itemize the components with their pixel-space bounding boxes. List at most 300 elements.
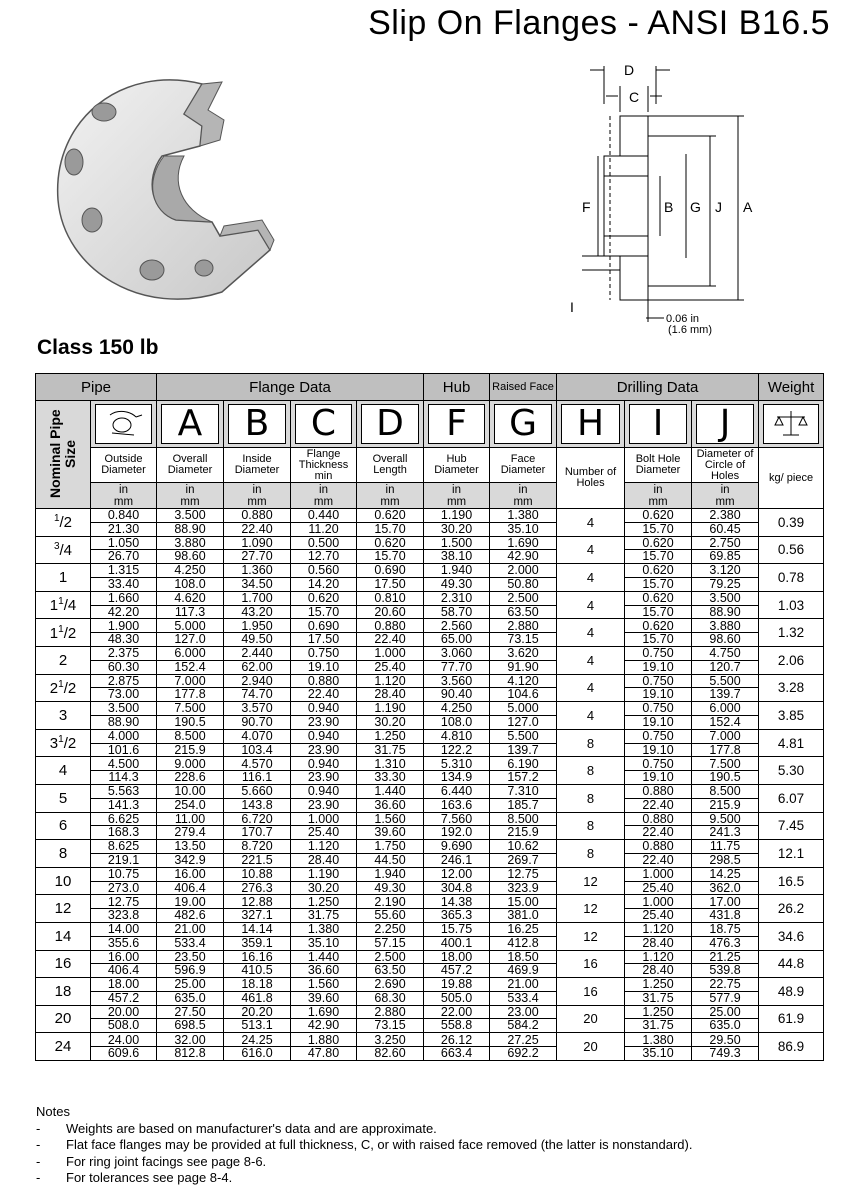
- cell-j: [692, 840, 759, 868]
- value-mm: 19.10: [291, 660, 356, 674]
- unit-mm: mm: [180, 495, 200, 508]
- value-mm: 19.10: [625, 770, 691, 784]
- value-in: 1.880: [307, 1032, 340, 1047]
- value-in: 0.750: [642, 674, 674, 688]
- cell-f: [424, 922, 490, 950]
- cell-d: [357, 1005, 424, 1033]
- value-mm: 26.70: [91, 549, 156, 563]
- value-in: 3.250: [374, 1032, 406, 1047]
- cell-nps: $^1$/2: [36, 509, 91, 537]
- cell-h: 4: [557, 702, 625, 730]
- value-in: 15.00: [507, 894, 539, 909]
- cell-j: [692, 922, 759, 950]
- cell-od: [91, 509, 157, 537]
- value-in: 3.500: [174, 508, 206, 523]
- group-header-pipe: Pipe: [36, 374, 157, 401]
- value-mm: 91.90: [490, 660, 556, 674]
- cell-d: [357, 757, 424, 785]
- value-mm: 139.7: [490, 743, 556, 757]
- value-in: 2.690: [374, 977, 406, 992]
- value-mm: 42.90: [490, 549, 556, 563]
- value-mm: 60.45: [692, 522, 758, 536]
- cell-f: [424, 1005, 490, 1033]
- cell-od: [91, 536, 157, 564]
- col-c-letter: C: [295, 404, 352, 444]
- value-mm: 31.75: [625, 991, 691, 1005]
- cell-od: [91, 867, 157, 895]
- value-mm: 127.0: [490, 715, 556, 729]
- value-mm: 323.9: [490, 881, 556, 895]
- cell-w: 44.8: [759, 950, 824, 978]
- cell-c: [291, 840, 357, 868]
- cell-i: [625, 619, 692, 647]
- value-in: 4.750: [709, 646, 741, 661]
- cell-j: [692, 564, 759, 592]
- desc-i: Bolt Hole Diameter: [625, 448, 692, 483]
- value-in: 2.880: [507, 618, 539, 633]
- value-in: 0.880: [642, 784, 674, 799]
- cell-d: [357, 840, 424, 868]
- value-mm: 15.70: [625, 632, 691, 646]
- cell-c: [291, 591, 357, 619]
- value-in: 0.940: [307, 784, 340, 799]
- cell-c: [291, 922, 357, 950]
- desc-weight: kg/ piece: [759, 448, 824, 509]
- value-in: 1.500: [440, 536, 473, 550]
- group-header-raised-face: Raised Face: [490, 374, 557, 401]
- value-mm: 355.6: [91, 936, 156, 950]
- value-in: 3.500: [709, 591, 741, 606]
- unit-mm: mm: [715, 495, 735, 508]
- cell-w: 16.5: [759, 867, 824, 895]
- value-mm: 215.9: [157, 743, 223, 757]
- value-mm: 49.50: [224, 632, 290, 646]
- value-mm: 25.40: [291, 825, 356, 839]
- value-in: 1.120: [642, 922, 674, 937]
- cell-j: [692, 757, 759, 785]
- cell-g: [490, 784, 557, 812]
- value-in: 1.690: [507, 536, 539, 550]
- value-in: 13.50: [174, 839, 206, 854]
- cell-w: 6.07: [759, 784, 824, 812]
- value-mm: 30.20: [357, 715, 423, 729]
- cell-od: [91, 922, 157, 950]
- value-in: 1.190: [440, 508, 473, 523]
- value-in: 22.75: [709, 977, 741, 992]
- cell-f: [424, 895, 490, 923]
- cell-a: [157, 591, 224, 619]
- value-in: 10.00: [174, 784, 206, 799]
- value-in: 5.310: [440, 756, 473, 771]
- value-mm: 23.90: [291, 715, 356, 729]
- cell-j: [692, 1005, 759, 1033]
- value-mm: 152.4: [692, 715, 758, 729]
- cell-h: 4: [557, 591, 625, 619]
- diagram-label-j: J: [715, 199, 722, 215]
- value-mm: 101.6: [91, 743, 156, 757]
- cell-w: 48.9: [759, 978, 824, 1006]
- desc-f: Hub Diameter: [424, 448, 490, 483]
- unit-in: in: [452, 483, 461, 496]
- unit-label-j: [692, 483, 759, 509]
- cell-i: [625, 729, 692, 757]
- cell-f: [424, 950, 490, 978]
- value-in: 1.000: [642, 894, 674, 909]
- table-row: [36, 757, 824, 785]
- value-mm: 143.8: [224, 798, 290, 812]
- value-in: 4.000: [107, 729, 140, 744]
- value-mm: 221.5: [224, 853, 290, 867]
- value-mm: 469.9: [490, 963, 556, 977]
- value-mm: 152.4: [157, 660, 223, 674]
- cell-nps: 14: [36, 922, 91, 950]
- value-mm: 77.70: [424, 660, 489, 674]
- cell-h: 8: [557, 784, 625, 812]
- value-mm: 577.9: [692, 991, 758, 1005]
- group-header-weight: Weight: [759, 374, 824, 401]
- value-in: 0.880: [642, 839, 674, 854]
- value-in: 9.690: [440, 839, 473, 854]
- value-in: 12.75: [507, 867, 539, 882]
- value-mm: 692.2: [490, 1046, 556, 1060]
- value-in: 29.50: [709, 1032, 741, 1047]
- value-in: 1.190: [374, 701, 406, 716]
- cell-w: 61.9: [759, 1005, 824, 1033]
- cell-c: [291, 1033, 357, 1061]
- value-mm: 63.50: [357, 963, 423, 977]
- cell-i: [625, 784, 692, 812]
- cell-od: [91, 591, 157, 619]
- cell-a: [157, 1033, 224, 1061]
- cell-j: [692, 895, 759, 923]
- value-in: 23.00: [507, 1005, 539, 1019]
- value-in: 1.440: [307, 950, 340, 964]
- value-mm: 323.8: [91, 908, 156, 922]
- cell-h: 12: [557, 867, 625, 895]
- cell-w: 1.32: [759, 619, 824, 647]
- value-mm: 359.1: [224, 936, 290, 950]
- cell-a: [157, 840, 224, 868]
- value-mm: 22.40: [625, 825, 691, 839]
- unit-mm: mm: [113, 495, 134, 508]
- value-mm: 23.90: [291, 743, 356, 757]
- cell-b: [224, 978, 291, 1006]
- cell-h: 8: [557, 840, 625, 868]
- cell-g: [490, 702, 557, 730]
- value-mm: 58.70: [424, 605, 489, 619]
- cell-b: [224, 1033, 291, 1061]
- value-in: 2.380: [709, 508, 741, 523]
- value-mm: 48.30: [91, 632, 156, 646]
- table-row: [36, 646, 824, 674]
- cell-d: [357, 784, 424, 812]
- value-in: 7.560: [440, 812, 473, 826]
- cell-d: [357, 564, 424, 592]
- cell-i: [625, 978, 692, 1006]
- value-mm: 49.30: [424, 577, 489, 591]
- note-item: - For ring joint facings see page 8-6.: [36, 1154, 692, 1171]
- value-in: 1.440: [374, 784, 406, 799]
- value-in: 3.880: [709, 618, 741, 633]
- value-in: 4.250: [174, 563, 206, 578]
- cell-i: [625, 840, 692, 868]
- unit-mm: mm: [313, 495, 334, 508]
- value-in: 16.16: [241, 950, 273, 964]
- value-mm: 22.40: [291, 687, 356, 701]
- cell-g: [490, 978, 557, 1006]
- value-in: 1.900: [107, 618, 140, 633]
- value-in: 0.620: [642, 563, 674, 578]
- value-in: 0.620: [642, 536, 674, 550]
- value-in: 14.38: [440, 894, 473, 909]
- col-j-letter-cell: [692, 401, 759, 448]
- cell-nps: $^3$/4: [36, 536, 91, 564]
- desc-d: Overall Length: [357, 448, 424, 483]
- cell-g: [490, 619, 557, 647]
- unit-label-a: [157, 483, 224, 509]
- value-mm: 342.9: [157, 853, 223, 867]
- cell-g: [490, 950, 557, 978]
- cell-j: [692, 950, 759, 978]
- value-in: 2.310: [440, 591, 473, 606]
- value-in: 19.88: [440, 977, 473, 992]
- value-in: 19.00: [174, 894, 206, 909]
- cell-od: [91, 702, 157, 730]
- cell-od: [91, 1005, 157, 1033]
- diagram-label-f: F: [582, 199, 591, 215]
- value-mm: 533.4: [157, 936, 223, 950]
- cell-c: [291, 674, 357, 702]
- cell-d: [357, 867, 424, 895]
- cell-b: [224, 784, 291, 812]
- cell-h: 12: [557, 922, 625, 950]
- value-mm: 65.00: [424, 632, 489, 646]
- cell-f: [424, 812, 490, 840]
- value-in: 1.380: [507, 508, 539, 523]
- value-mm: 273.0: [91, 881, 156, 895]
- value-in: 2.440: [241, 646, 273, 661]
- value-in: 22.00: [440, 1005, 473, 1019]
- value-mm: 269.7: [490, 853, 556, 867]
- desc-g: Face Diameter: [490, 448, 557, 483]
- weight-icon-cell: [759, 401, 824, 448]
- cell-d: [357, 674, 424, 702]
- value-mm: 192.0: [424, 825, 489, 839]
- unit-mm: mm: [513, 495, 533, 508]
- value-in: 12.88: [241, 894, 273, 909]
- value-mm: 50.80: [490, 577, 556, 591]
- nps-header-label: Nominal Pipe Size: [47, 408, 78, 498]
- value-in: 24.00: [107, 1032, 140, 1047]
- cell-w: 0.56: [759, 536, 824, 564]
- value-mm: 60.30: [91, 660, 156, 674]
- cell-f: [424, 729, 490, 757]
- value-in: 6.625: [107, 812, 140, 826]
- value-in: 7.310: [507, 784, 539, 799]
- cell-w: 3.85: [759, 702, 824, 730]
- value-in: 0.620: [642, 508, 674, 523]
- value-in: 2.880: [374, 1005, 406, 1019]
- cell-g: [490, 674, 557, 702]
- value-in: 4.500: [107, 756, 140, 771]
- value-mm: 134.9: [424, 770, 489, 784]
- cell-j: [692, 509, 759, 537]
- value-in: 2.750: [709, 536, 741, 550]
- value-in: 24.25: [241, 1032, 273, 1047]
- value-mm: 14.20: [291, 577, 356, 591]
- value-in: 15.75: [440, 922, 473, 937]
- value-mm: 327.1: [224, 908, 290, 922]
- value-in: 3.120: [709, 563, 741, 578]
- value-in: 1.315: [107, 563, 140, 578]
- value-mm: 25.40: [625, 881, 691, 895]
- cell-a: [157, 564, 224, 592]
- col-b-letter: B: [228, 404, 286, 444]
- value-mm: 122.2: [424, 743, 489, 757]
- cell-j: [692, 784, 759, 812]
- cell-f: [424, 591, 490, 619]
- dimension-table: [35, 373, 824, 1061]
- value-in: 2.875: [107, 674, 140, 688]
- group-header-hub: Hub: [424, 374, 490, 401]
- value-mm: 362.0: [692, 881, 758, 895]
- value-in: 0.750: [642, 756, 674, 771]
- value-mm: 431.8: [692, 908, 758, 922]
- diagram-label-d: D: [624, 62, 635, 78]
- table-row: [36, 536, 824, 564]
- cell-w: 26.2: [759, 895, 824, 923]
- cell-od: [91, 840, 157, 868]
- value-mm: 533.4: [490, 991, 556, 1005]
- value-mm: 88.90: [157, 522, 223, 536]
- cell-a: [157, 978, 224, 1006]
- value-mm: 25.40: [357, 660, 423, 674]
- value-mm: 35.10: [625, 1046, 691, 1060]
- value-mm: 74.70: [224, 687, 290, 701]
- pressure-class-heading: Class 150 lb: [37, 336, 159, 359]
- cell-od: [91, 812, 157, 840]
- unit-in: in: [720, 483, 730, 496]
- value-mm: 190.5: [692, 770, 758, 784]
- cell-f: [424, 840, 490, 868]
- value-in: 1.250: [642, 977, 674, 992]
- value-mm: 228.6: [157, 770, 223, 784]
- value-mm: 57.15: [357, 936, 423, 950]
- unit-label-g: [490, 483, 557, 509]
- col-g-letter-cell: [490, 401, 557, 448]
- value-mm: 43.20: [224, 605, 290, 619]
- cell-a: [157, 812, 224, 840]
- value-mm: 55.60: [357, 908, 423, 922]
- value-mm: 19.10: [625, 687, 691, 701]
- value-in: 4.810: [440, 729, 473, 744]
- value-in: 0.940: [307, 701, 340, 716]
- value-in: 1.940: [374, 867, 406, 882]
- table-row: [36, 591, 824, 619]
- value-in: 0.500: [307, 536, 340, 550]
- value-mm: 177.8: [157, 687, 223, 701]
- table-row: [36, 1005, 824, 1033]
- col-h-letter-cell: [557, 401, 625, 448]
- flange-dimension-diagram: [560, 56, 820, 342]
- diagram-raised-in: 0.06 in: [666, 313, 700, 325]
- cell-g: [490, 812, 557, 840]
- table-row: [36, 619, 824, 647]
- value-in: 8.625: [107, 839, 140, 854]
- value-in: 8.500: [507, 812, 539, 826]
- notes-section: [36, 1104, 692, 1187]
- value-in: 1.000: [642, 867, 674, 882]
- value-mm: 185.7: [490, 798, 556, 812]
- cell-j: [692, 729, 759, 757]
- cell-nps: 4: [36, 757, 91, 785]
- cell-j: [692, 591, 759, 619]
- cell-g: [490, 922, 557, 950]
- cell-g: [490, 867, 557, 895]
- value-in: 21.00: [174, 922, 206, 937]
- value-mm: 35.10: [291, 936, 356, 950]
- value-mm: 812.8: [157, 1046, 223, 1060]
- cell-a: [157, 895, 224, 923]
- value-in: 1.750: [374, 839, 406, 854]
- value-in: 10.62: [507, 839, 539, 854]
- value-mm: 558.8: [424, 1018, 489, 1032]
- cell-a: [157, 922, 224, 950]
- value-mm: 12.70: [291, 549, 356, 563]
- cell-j: [692, 619, 759, 647]
- value-in: 4.570: [241, 756, 273, 771]
- table-row: [36, 729, 824, 757]
- value-in: 6.720: [241, 812, 273, 826]
- value-mm: 103.4: [224, 743, 290, 757]
- value-in: 0.620: [374, 536, 406, 550]
- cell-nps: 2: [36, 646, 91, 674]
- value-mm: 635.0: [157, 991, 223, 1005]
- table-row: [36, 702, 824, 730]
- cell-od: [91, 978, 157, 1006]
- cell-od: [91, 950, 157, 978]
- value-mm: 114.3: [91, 770, 156, 784]
- cell-b: [224, 922, 291, 950]
- value-mm: 19.10: [625, 715, 691, 729]
- value-in: 20.00: [107, 1005, 140, 1019]
- cell-c: [291, 646, 357, 674]
- value-mm: 476.3: [692, 936, 758, 950]
- value-in: 18.50: [507, 950, 539, 964]
- value-in: 0.690: [307, 618, 340, 633]
- value-mm: 365.3: [424, 908, 489, 922]
- value-in: 23.50: [174, 950, 206, 964]
- value-in: 0.840: [107, 508, 140, 523]
- cell-c: [291, 702, 357, 730]
- value-in: 3.060: [440, 646, 473, 661]
- value-in: 21.00: [507, 977, 539, 992]
- cell-j: [692, 812, 759, 840]
- value-mm: 596.9: [157, 963, 223, 977]
- value-mm: 79.25: [692, 577, 758, 591]
- cell-a: [157, 729, 224, 757]
- diagram-label-c: C: [629, 89, 640, 105]
- col-a-letter-cell: [157, 401, 224, 448]
- cell-h: 16: [557, 950, 625, 978]
- desc-b: Inside Diameter: [224, 448, 291, 483]
- table-row: [36, 978, 824, 1006]
- col-f-letter: F: [428, 404, 485, 444]
- value-in: 1.940: [440, 563, 473, 578]
- col-a-letter: A: [161, 404, 219, 444]
- value-in: 12.75: [107, 894, 140, 909]
- cell-b: [224, 867, 291, 895]
